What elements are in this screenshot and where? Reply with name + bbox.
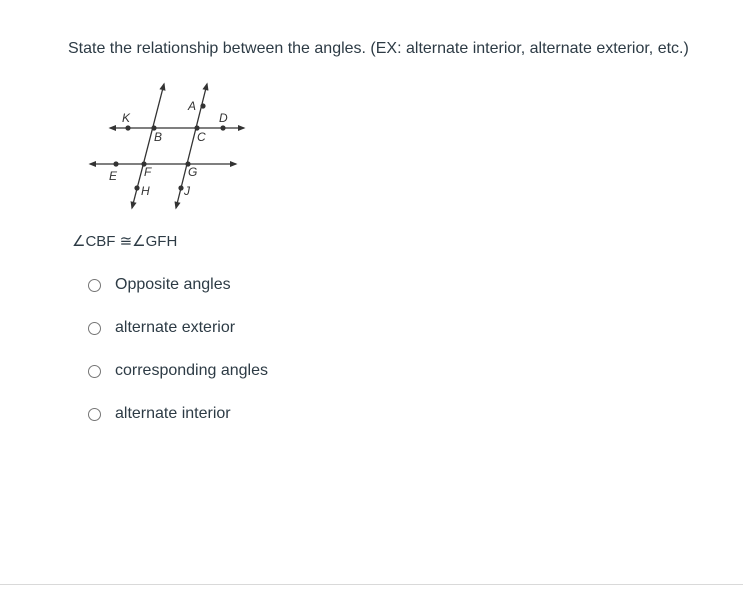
angle-diagram <box>86 78 250 216</box>
label-a: A <box>188 99 197 113</box>
point-k <box>125 125 130 130</box>
answer-option-opposite-angles[interactable] <box>88 273 268 297</box>
bottom-divider <box>0 584 743 585</box>
angle-statement: ∠CBF ≅∠GFH <box>72 233 178 250</box>
label-g: G <box>188 165 198 179</box>
point-e <box>113 161 118 166</box>
radio-button[interactable] <box>88 365 101 378</box>
answer-label: corresponding angles <box>115 362 268 379</box>
label-d: D <box>219 111 228 125</box>
answer-option-alternate-interior[interactable] <box>88 402 268 426</box>
radio-button[interactable] <box>88 408 101 421</box>
question-prompt: State the relationship between the angles. (EX: alternate interior, alternate exterior, etc.) <box>68 40 689 57</box>
point-j <box>178 185 183 190</box>
answer-label: Opposite angles <box>115 276 231 293</box>
label-j: J <box>184 184 190 198</box>
label-c: C <box>197 130 206 144</box>
label-e: E <box>109 169 118 183</box>
answer-options <box>88 273 268 445</box>
answer-option-corresponding-angles[interactable] <box>88 359 268 383</box>
answer-label: alternate interior <box>115 405 231 422</box>
label-f: F <box>144 165 152 179</box>
point-h <box>134 185 139 190</box>
radio-button[interactable] <box>88 279 101 292</box>
answer-option-alternate-exterior[interactable] <box>88 316 268 340</box>
answer-label: alternate exterior <box>115 319 236 336</box>
point-d <box>220 125 225 130</box>
label-b: B <box>154 130 163 144</box>
label-k: K <box>122 111 131 125</box>
radio-button[interactable] <box>88 322 101 335</box>
point-a <box>200 103 205 108</box>
label-h: H <box>141 184 150 198</box>
